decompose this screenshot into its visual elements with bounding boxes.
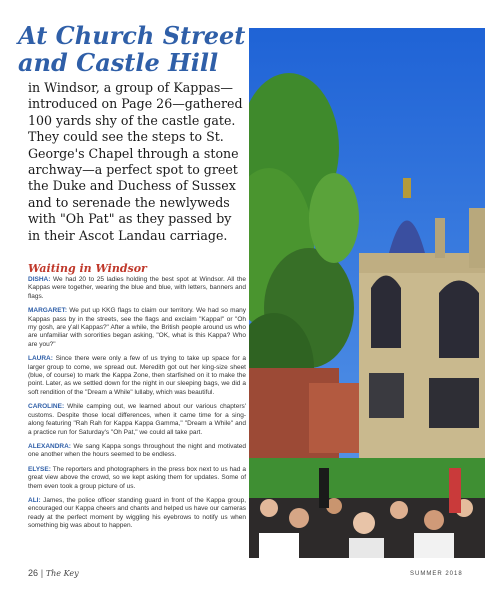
speaker-name: CAROLINE:: [28, 403, 65, 411]
intro-paragraph: in Windsor, a group of Kappas—introduced on Page 26—gathered 100 yards shy of the castle gate. They could see the steps to St. George's Chapel through a stone archway—a perfect spot to greet the Duke and Duchess of Sussex and to serenade the newlyweds with "Oh Pat" as they passed by in their Ascot Landau carriage.: [28, 80, 243, 243]
speaker-name: ELYSE:: [28, 465, 51, 473]
section-subhead: Waiting in Windsor: [28, 262, 147, 275]
quote-paragraph: [28, 355, 246, 397]
quote-text: We sang Kappa songs throughout the night and motivated one another when the hours seemed to be endless.: [28, 442, 246, 459]
quote-text: The reporters and photographers in the press box next to us had a great view above the crowd, so we kept asking them for updates. Some of them even took a group picture of us.: [28, 465, 246, 490]
page-number: 26: [28, 568, 39, 578]
magazine-name: The Key: [45, 569, 79, 578]
title-line-2: and Castle Hill: [18, 48, 219, 77]
speaker-name: MARGARET:: [28, 307, 67, 315]
quote-paragraph: [28, 307, 246, 349]
issue-label: SUMMER 2018: [410, 571, 463, 577]
quote-text: While camping out, we learned about our various chapters' customs. Despite those local differences, when it came time for a sing-along featuring "Rah Rah for Kappa Kappa Gamma," "Dream a While" and a practice run for Saturday's "Oh Pat," we could all take part.: [28, 403, 246, 436]
quote-paragraph: [28, 403, 246, 437]
article-body: [28, 276, 246, 537]
article-title: [18, 22, 248, 76]
speaker-name: LAURA:: [28, 355, 53, 363]
quote-text: We put up KKG flags to claim our territory. We had so many Kappas pass by in the streets, see the flags and exclaim "Kappa!" or "Oh my gosh, are y'all Kappas?" After a while, the British people around us who are unfamiliar with sororities began asking, "OK, what is this Kappa? Who are you?": [28, 307, 246, 348]
speaker-name: ALI:: [28, 496, 41, 504]
speaker-name: DISHA:: [28, 276, 51, 283]
quote-text: We had 20 to 25 ladies holding the best spot at Windsor. All the Kappas were together, wearing the blue and blue, with letters, banners and flags.: [28, 276, 246, 300]
title-line-1: At Church Street: [18, 21, 246, 50]
chapel-photo: [249, 28, 485, 558]
speaker-name: ALEXANDRA:: [28, 442, 71, 450]
quote-paragraph: [28, 497, 246, 531]
page-footer: [28, 568, 79, 578]
quote-paragraph: [28, 466, 246, 491]
footer-divider: |: [40, 569, 44, 578]
quote-paragraph: [28, 443, 246, 460]
quote-paragraph: [28, 276, 246, 301]
quote-text: Since there were only a few of us trying to take up space for a larger group to come, we spread out. Meredith got out her king-size sheet (blue, of course) to mark the Kappa Zone, then starfished on it to make the point. Later, as we settled down for the night in our sleeping bags, we did a soft rendition of the "Dream a While" lullaby, which was beautiful.: [28, 355, 246, 396]
chapel-photo-illustration: [249, 28, 485, 558]
quote-text: James, the police officer standing guard in front of the Kappa group, encouraged our Kappa cheers and chants and helped us have our cameras ready at the perfect moment by wiggling his eyebrows to notify us when something big was about to happen.: [28, 496, 246, 530]
brick-building: [309, 383, 359, 453]
